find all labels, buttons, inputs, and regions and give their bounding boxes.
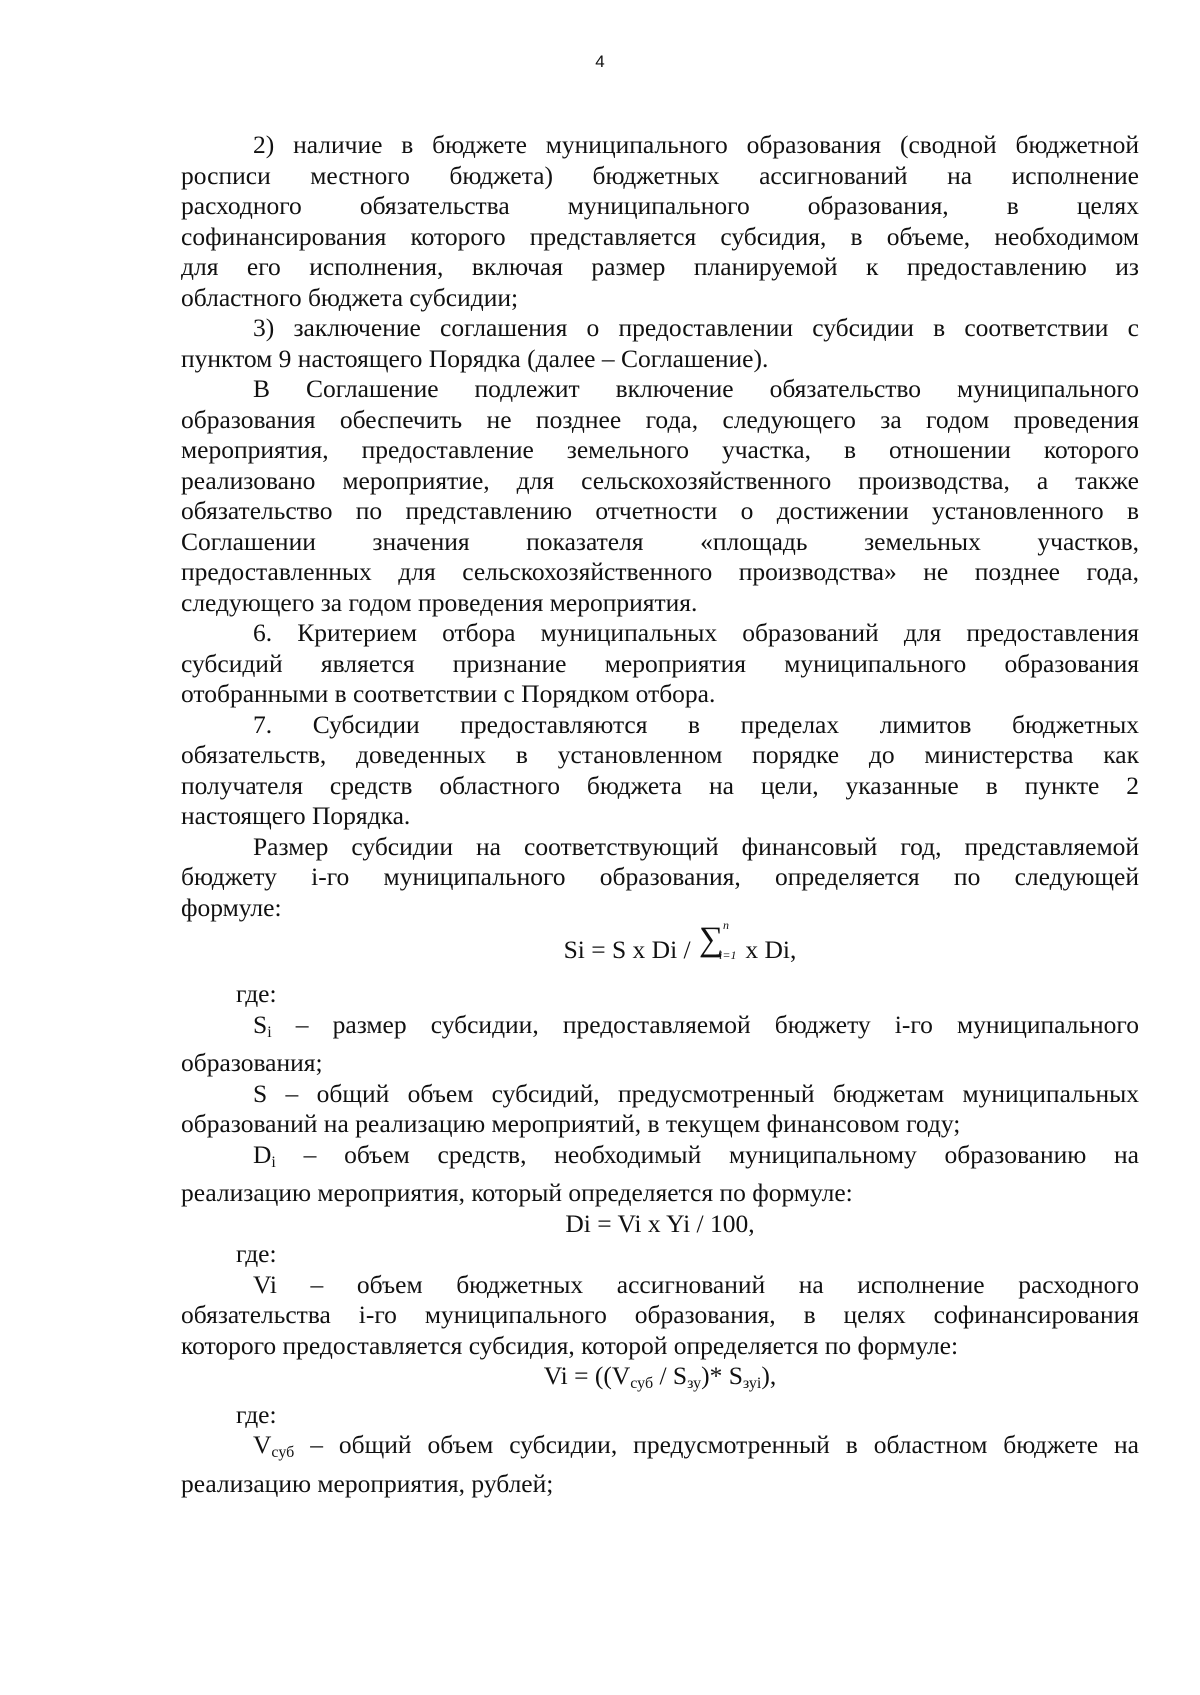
definition-vsub: [181, 1430, 1139, 1499]
text-line: пунктом 9 настоящего Порядка (далее – Соглашение).: [181, 343, 769, 373]
text-line: Размер субсидии на соответствующий финансовый год, представляемой: [253, 831, 1139, 861]
text-line: обязательство по представлению отчетности о достижении установленного в: [181, 496, 1139, 525]
sum-upper-limit: n: [723, 918, 730, 932]
definition-text: – общий объем субсидии, предусмотренный в областном бюджете на: [294, 1430, 1139, 1459]
definition-vi: [181, 1270, 1139, 1362]
formula-part: )* S: [701, 1361, 743, 1390]
text-line: реализовано мероприятие, для сельскохозяйственного производства, а также: [181, 465, 1139, 495]
paragraph-item-3: [181, 313, 1139, 374]
symbol-s: S: [253, 1009, 268, 1039]
text-line: образований на реализацию мероприятий, в текущем финансовом году;: [181, 1109, 961, 1138]
subscript-i: i: [267, 1023, 272, 1041]
text-line: субсидий является признание мероприятия муниципального образования: [181, 648, 1139, 678]
text-line: отобранными в соответствии с Порядком отбора.: [181, 679, 716, 708]
subscript-zu: зу: [687, 1375, 702, 1392]
formula-part: ),: [761, 1361, 777, 1390]
subscript-zui: зуi: [742, 1375, 762, 1392]
definition-si: [181, 1010, 1139, 1079]
where-label: где:: [236, 1239, 277, 1268]
text-line: для его исполнения, включая размер планируемой к предоставлению из: [181, 252, 1139, 281]
definition-text: – размер субсидии, предоставляемой бюджету i-го муниципального: [295, 1009, 1139, 1039]
formula-vi: [181, 1361, 1139, 1400]
formula-si-left: Si = S x Di /: [563, 935, 698, 964]
text-line: 7. Субсидии предоставляются в пределах лимитов бюджетных: [253, 709, 1139, 739]
definition-di: [181, 1140, 1139, 1209]
text-line: S – общий объем субсидий, предусмотренный бюджетам муниципальных: [253, 1078, 1139, 1108]
formula-part: / S: [653, 1361, 688, 1390]
paragraph-agreement: [181, 374, 1139, 618]
text-line: предоставленных для сельскохозяйственного производства» не позднее года,: [181, 557, 1139, 586]
text-line: софинансирования которого представляется субсидия, в объеме, необходимом: [181, 221, 1139, 251]
document-body: [181, 130, 1139, 1499]
subscript-sub: суб: [271, 1444, 295, 1461]
definition-s: [181, 1079, 1139, 1140]
text-line: бюджету i-го муниципального образования, определяется по следующей: [181, 862, 1139, 891]
text-line: которого предоставляется субсидия, которой определяется по формуле:: [181, 1330, 959, 1360]
text-line: реализацию мероприятия, рублей;: [181, 1468, 554, 1498]
text-line: получателя средств областного бюджета на цели, указанные в пункте 2: [181, 770, 1139, 800]
paragraph-item-2: [181, 130, 1139, 313]
text-line: 6. Критерием отбора муниципальных образований для предоставления: [253, 618, 1139, 647]
text-line: обязательства i-го муниципального образования, в целях софинансирования: [181, 1300, 1139, 1329]
text-line: образования;: [181, 1048, 323, 1077]
page-number: 4: [595, 52, 605, 71]
formula-si: [181, 918, 1139, 971]
symbol-d: D: [253, 1139, 272, 1169]
text-line: 2) наличие в бюджете муниципального образования (сводной бюджетной: [253, 130, 1139, 159]
text-line: росписи местного бюджета) бюджетных ассигнований на исполнение: [181, 160, 1139, 190]
sum-lower-limit: i=1: [719, 948, 737, 962]
text-line: следующего за годом проведения мероприятия.: [181, 587, 698, 617]
text-line: реализацию мероприятия, который определяется по формуле:: [181, 1178, 853, 1207]
where-label: где:: [236, 1399, 277, 1429]
sigma-glyph: ∑: [699, 921, 724, 958]
text-line: настоящего Порядка.: [181, 801, 411, 830]
text-line: образования обеспечить не позднее года, следующего за годом проведения: [181, 404, 1139, 434]
sum-symbol: [699, 918, 737, 962]
text-line: Vi – объем бюджетных ассигнований на исполнение расходного: [253, 1269, 1139, 1299]
formula-si-right: x Di,: [739, 935, 797, 964]
paragraph-item-6: [181, 618, 1139, 710]
text-line: [181, 1140, 1139, 1179]
definition-text: – объем средств, необходимый муниципальному образованию на: [303, 1139, 1140, 1169]
text-line: [181, 1430, 1139, 1469]
formula-part: Vi = ((V: [543, 1361, 631, 1390]
subscript-i: i: [271, 1153, 276, 1171]
text-line: 3) заключение соглашения о предоставлении субсидии в соответствии с: [253, 313, 1139, 342]
text-line: [181, 1010, 1139, 1049]
text-line: обязательств, доведенных в установленном порядке до министерства как: [181, 740, 1139, 769]
paragraph-subsidy-size: [181, 832, 1139, 924]
text-line: расходного обязательства муниципального образования, в целях: [181, 191, 1139, 220]
text-line: В Соглашение подлежит включение обязательство муниципального: [253, 374, 1139, 403]
symbol-v: V: [253, 1430, 272, 1459]
text-line: формуле:: [181, 892, 282, 922]
text-line: областного бюджета субсидии;: [181, 282, 519, 312]
text-line: мероприятия, предоставление земельного участка, в отношении которого: [181, 435, 1139, 464]
formula-di: Di = Vi x Yi / 100,: [565, 1208, 755, 1238]
subscript-sub: суб: [630, 1375, 654, 1392]
text-line: Соглашении значения показателя «площадь земельных участков,: [181, 526, 1139, 556]
where-label: где:: [236, 979, 277, 1008]
paragraph-item-7: [181, 710, 1139, 832]
